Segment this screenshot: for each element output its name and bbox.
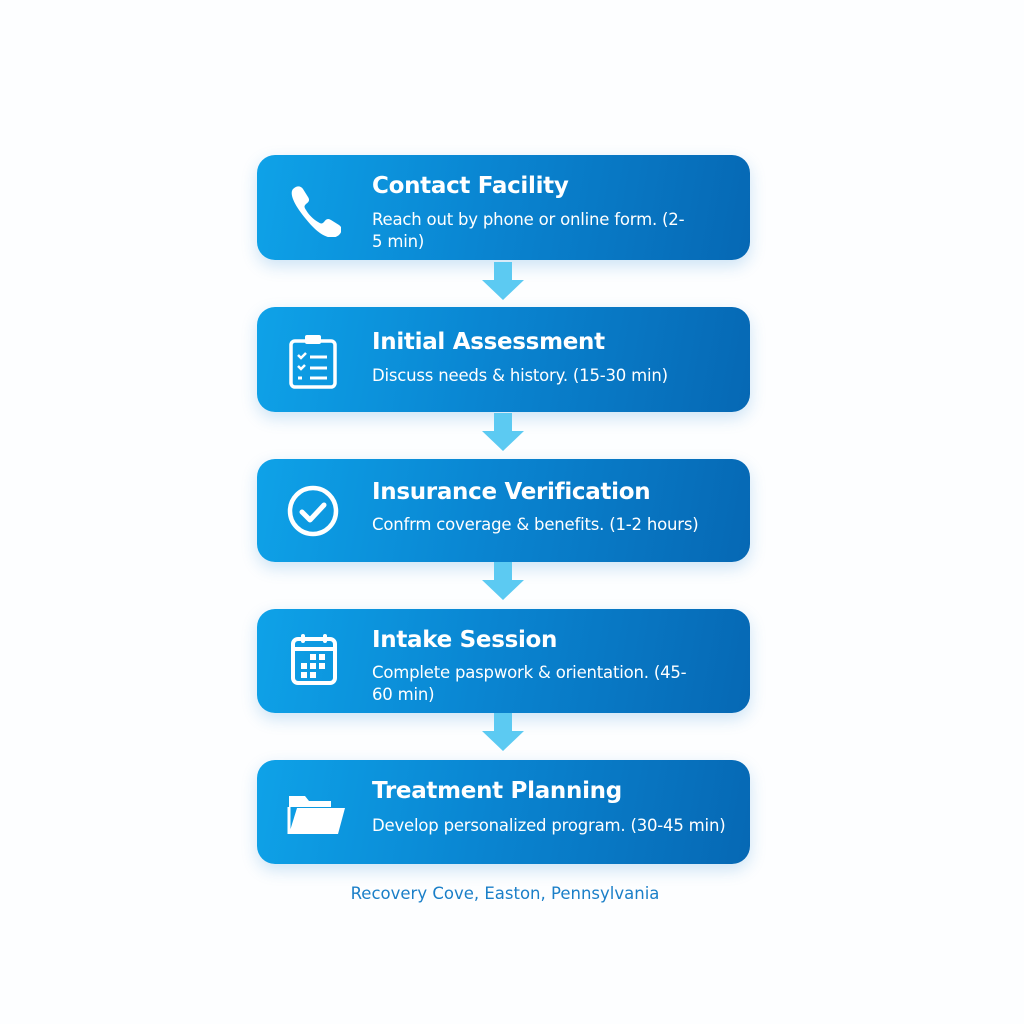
step-description: Develop personalized program. (30-45 min) (372, 816, 726, 835)
step-initial-assessment (257, 307, 750, 412)
footer-location: Recovery Cove, Easton, Pennsylvania (350, 884, 660, 903)
step-title: Treatment Planning (372, 778, 622, 804)
step-title: Intake Session (372, 627, 558, 653)
phone-icon (285, 181, 341, 237)
arrow-down-icon (480, 562, 526, 602)
folder-icon (285, 786, 347, 842)
check-circle-icon (285, 483, 341, 539)
step-treatment-planning (257, 760, 750, 864)
step-title: Insurance Verification (372, 479, 651, 505)
step-title: Contact Facility (372, 173, 569, 199)
step-description: Confrm coverage & benefits. (1-2 hours) (372, 515, 699, 534)
step-description: Discuss needs & history. (15-30 min) (372, 366, 668, 385)
calendar-icon (285, 631, 341, 687)
clipboard-checklist-icon (285, 333, 341, 389)
step-title: Initial Assessment (372, 329, 605, 355)
arrow-down-icon (480, 262, 526, 302)
step-insurance-verification (257, 459, 750, 562)
step-description: Reach out by phone or online form. (2-5 min) (372, 210, 685, 251)
step-contact-facility (257, 155, 750, 260)
step-description: Complete paspwork & orientation. (45-60 min) (372, 663, 687, 704)
arrow-down-icon (480, 413, 526, 453)
arrow-down-icon (480, 713, 526, 753)
step-intake-session (257, 609, 750, 713)
